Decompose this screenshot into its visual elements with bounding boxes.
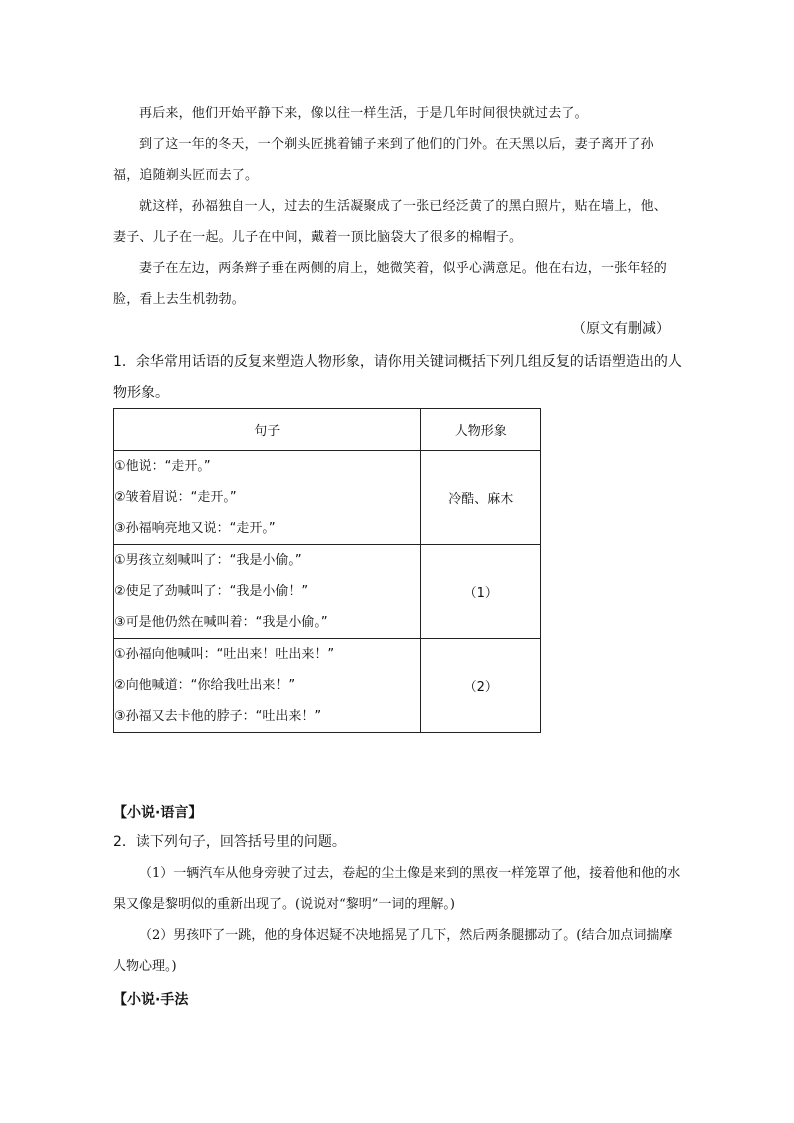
image-cell: （1） <box>421 545 541 639</box>
question-2-item-1 <box>113 858 683 920</box>
question-2-item-2-text: （2）男孩吓了一跳，他的身体迟疑不决地摇晃了几下，然后两条腿挪动了。(结合加点词揣摩人物心理。) <box>113 928 673 974</box>
passage-paragraph: 到了这一年的冬天，一个剃头匠挑着铺子来到了他们的门外。在天黑以后，妻子离开了孙福，追随剃头匠而去了。 <box>113 137 654 183</box>
table-header-row <box>114 409 541 451</box>
section-heading-language: 【小说·语言】 <box>113 805 203 821</box>
question-2: 2．读下列句子，回答括号里的问题。 <box>113 834 346 850</box>
table-header-sentence: 句子 <box>114 409 421 451</box>
table-row <box>114 639 541 733</box>
sentence-line: ①孙福向他喊叫：“吐出来！吐出来！” <box>114 647 335 662</box>
table-row <box>114 545 541 639</box>
sentence-line: ③孙福又去卡他的脖子：“吐出来！” <box>114 709 322 724</box>
sentence-line: ①他说：“走开。” <box>114 459 211 474</box>
source-note: （原文有删减） <box>572 321 670 337</box>
sentence-line: ③孙福响亮地又说：“走开。” <box>114 521 276 536</box>
passage-paragraph: 就这样，孙福独自一人，过去的生活凝聚成了一张已经泛黄了的黑白照片，贴在墙上，他、妻子、儿子在一起。儿子在中间，戴着一顶比脑袋大了很多的棉帽子。 <box>113 199 668 245</box>
image-cell: （2） <box>421 639 541 733</box>
sentence-cell <box>114 451 421 545</box>
sentence-cell <box>114 639 421 733</box>
passage-paragraph: 妻子在左边，两条辫子垂在两侧的肩上，她微笑着，似乎心满意足。他在右边，一张年轻的脸，看上去生机勃勃。 <box>113 261 668 307</box>
sentence-line: ②向他喊道：“你给我吐出来！” <box>114 678 296 693</box>
sentence-line: ②皱着眉说：“走开。” <box>114 490 237 505</box>
table-header-image: 人物形象 <box>421 409 541 451</box>
question-1: 1．余华常用话语的反复来塑造人物形象，请你用关键词概括下列几组反复的话语塑造出的人物形象。 <box>113 354 682 401</box>
image-cell: 冷酷、麻木 <box>421 451 541 545</box>
question-2-item-1-text: （1）一辆汽车从他身旁驶了过去，卷起的尘土像是来到的黑夜一样笼罩了他，接着他和他的水果又像是黎明似的重新出现了。(说说对“黎明”一词的理解。) <box>113 866 681 912</box>
sentence-line: ①男孩立刻喊叫了：“我是小偷。” <box>114 553 302 568</box>
sentence-line: ③可是他仍然在喊叫着：“我是小偷。” <box>114 615 328 630</box>
section-heading-technique: 【小说·手法 <box>113 992 189 1008</box>
table-row <box>114 451 541 545</box>
sentence-line: ②使足了劲喊叫了：“我是小偷！” <box>114 584 309 599</box>
passage-paragraph: 再后来，他们开始平静下来，像以往一样生活，于是几年时间很快就过去了。 <box>139 106 588 121</box>
question-2-item-2 <box>113 920 683 982</box>
sentence-cell <box>114 545 421 639</box>
sentence-table <box>113 408 541 733</box>
